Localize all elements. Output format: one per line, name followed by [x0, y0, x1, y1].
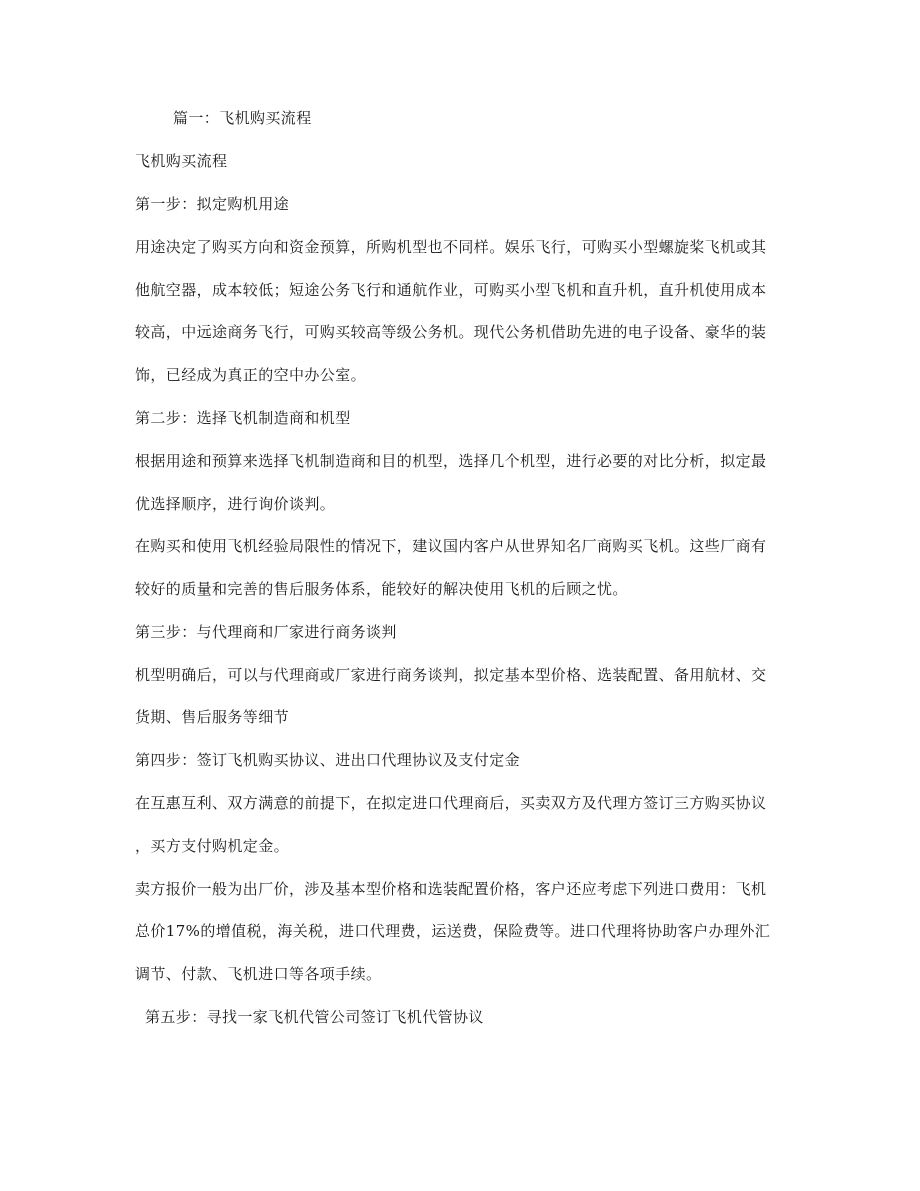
- paragraph-line: 较好的质量和完善的售后服务体系，能较好的解决使用飞机的后顾之忧。: [135, 580, 628, 598]
- step4-heading: 第四步：签订飞机购买协议、进出口代理协议及支付定金: [135, 751, 521, 769]
- step1-heading: 第一步：拟定购机用途: [135, 195, 290, 213]
- paragraph-line: 货期、售后服务等细节: [135, 708, 290, 726]
- paragraph-line: 卖方报价一般为出厂价，涉及基本型价格和选装配置价格，客户还应考虑下列进口费用：飞机: [135, 880, 767, 898]
- document-title: 飞机购买流程: [135, 152, 228, 170]
- step2-heading: 第二步：选择飞机制造商和机型: [135, 409, 351, 427]
- paragraph-line: 用途决定了购买方向和资金预算，所购机型也不同样。娱乐飞行，可购买小型螺旋桨飞机或其: [135, 238, 767, 256]
- paragraph-line: 较高，中远途商务飞行，可购买较高等级公务机。现代公务机借助先进的电子设备、豪华的装: [135, 323, 767, 341]
- paragraph-line: 优选择顺序，进行询价谈判。: [135, 495, 336, 513]
- step5-heading: 第五步：寻找一家飞机代管公司签订飞机代管协议: [145, 1008, 484, 1026]
- paragraph-line: 机型明确后，可以与代理商或厂家进行商务谈判，拟定基本型价格、选装配置、备用航材、交: [135, 666, 767, 684]
- paragraph-line: 调节、付款、飞机进口等各项手续。: [135, 965, 382, 983]
- document-header: 篇一：飞机购买流程: [173, 109, 312, 127]
- step3-heading: 第三步：与代理商和厂家进行商务谈判: [135, 623, 397, 641]
- paragraph-line: 总价17%的增值税，海关税，进口代理费，运送费，保险费等。进口代理将协助客户办理外汇: [135, 922, 771, 940]
- paragraph-line: 在互惠互利、双方满意的前提下，在拟定进口代理商后，买卖双方及代理方签订三方购买协议: [135, 794, 767, 812]
- paragraph-line: 根据用途和预算来选择飞机制造商和目的机型，选择几个机型，进行必要的对比分析，拟定最: [135, 452, 767, 470]
- paragraph-line: ，买方支付购机定金。: [135, 837, 290, 855]
- paragraph-line: 饰，已经成为真正的空中办公室。: [135, 366, 367, 384]
- paragraph-line: 他航空器，成本较低；短途公务飞行和通航作业，可购买小型飞机和直升机，直升机使用成本: [135, 281, 767, 299]
- paragraph-line: 在购买和使用飞机经验局限性的情况下，建议国内客户从世界知名厂商购买飞机。这些厂商有: [135, 537, 767, 555]
